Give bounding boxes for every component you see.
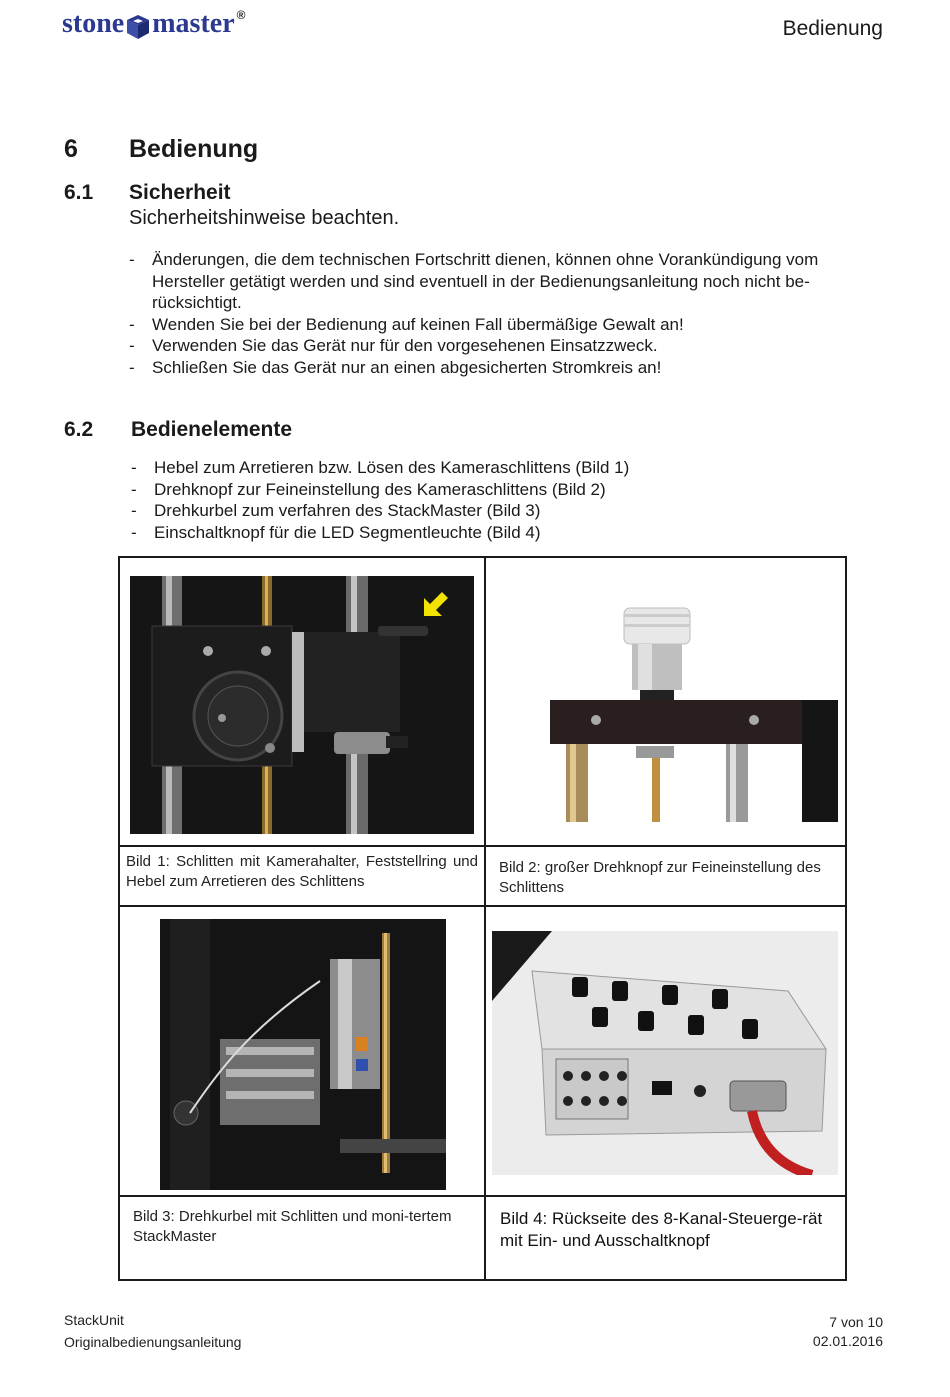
section-6-2-title: Bedienelemente bbox=[131, 418, 293, 441]
footer-doc-type: Originalbedienungsanleitung bbox=[64, 1334, 242, 1350]
section-6-2-number: 6.2 bbox=[64, 418, 94, 441]
section-6-number: 6 bbox=[64, 135, 78, 163]
footer-date: 02.01.2016 bbox=[812, 1333, 883, 1349]
figure-4-caption: Bild 4: Rückseite des 8-Kanal-Steuerge-rät mit Ein- und Ausschaltknopf bbox=[500, 1209, 823, 1250]
header-title: Bedienung bbox=[782, 17, 883, 40]
footer-page-number: 7 von 10 bbox=[829, 1314, 883, 1330]
figure-2-cell bbox=[485, 557, 846, 846]
list-item: - Einschaltknopf für die LED Segmentleuchte (Bild 4) bbox=[131, 522, 541, 542]
figure-1-cell bbox=[119, 557, 485, 846]
figure-table bbox=[118, 556, 847, 1281]
footer-product: StackUnit bbox=[64, 1312, 124, 1328]
photo-control-unit-rear bbox=[492, 931, 838, 1175]
cube-logo-icon bbox=[126, 14, 150, 40]
list-item: - Wenden Sie bei der Bedienung auf keinen Fall übermäßige Gewalt an! bbox=[129, 314, 684, 334]
figure-3-caption: Bild 3: Drehkurbel mit Schlitten und moni-tertem StackMaster bbox=[133, 1208, 452, 1245]
list-item: - Drehknopf zur Feineinstellung des Kameraschlittens (Bild 2) bbox=[131, 479, 606, 499]
figure-1-caption: Bild 1: Schlitten mit Kamerahalter, Feststellring und Hebel zum Arretieren des Schlittens bbox=[126, 853, 478, 890]
figure-2-caption-cell bbox=[485, 846, 846, 906]
photo-slider-camera-holder bbox=[130, 576, 474, 834]
logo-word-left: stone bbox=[62, 8, 125, 39]
figure-4-cell bbox=[485, 906, 846, 1196]
list-item: - Hebel zum Arretieren bzw. Lösen des Kameraschlittens (Bild 1) bbox=[131, 458, 630, 477]
list-item: - Änderungen, die dem technischen Fortschritt dienen, können ohne Vorankündigung vom Hersteller getätigt werden und sind eventuell in der Bedienungsanleitung noch nicht be-rücksichtigt. bbox=[129, 250, 819, 313]
logo-word-right: master bbox=[152, 8, 235, 39]
section-6-1-number: 6.1 bbox=[64, 181, 94, 204]
figure-3-caption-cell bbox=[119, 1196, 485, 1280]
photo-fine-adjust-knob bbox=[492, 600, 838, 822]
controls-list bbox=[131, 457, 871, 543]
list-item: - Drehkurbel zum verfahren des StackMaster (Bild 3) bbox=[131, 501, 541, 521]
photo-crank-handle bbox=[160, 919, 446, 1190]
safety-list bbox=[129, 249, 869, 379]
figure-3-cell bbox=[119, 906, 485, 1196]
list-item: - Verwenden Sie das Gerät nur für den vorgesehenen Einsatzzweck. bbox=[129, 336, 658, 356]
section-6-title: Bedienung bbox=[129, 135, 259, 163]
figure-2-caption: Bild 2: großer Drehknopf zur Feineinstellung des Schlittens bbox=[499, 859, 821, 896]
section-6-1-title: Sicherheit bbox=[129, 181, 231, 204]
list-item: - Schließen Sie das Gerät nur an einen abgesicherten Stromkreis an! bbox=[129, 357, 662, 377]
section-6-1-subtitle: Sicherheitshinweise beachten. bbox=[129, 207, 400, 229]
figure-1-caption-cell bbox=[119, 846, 485, 906]
brand-logo bbox=[62, 8, 245, 40]
figure-4-caption-cell bbox=[485, 1196, 846, 1280]
registered-mark: ® bbox=[236, 8, 246, 22]
